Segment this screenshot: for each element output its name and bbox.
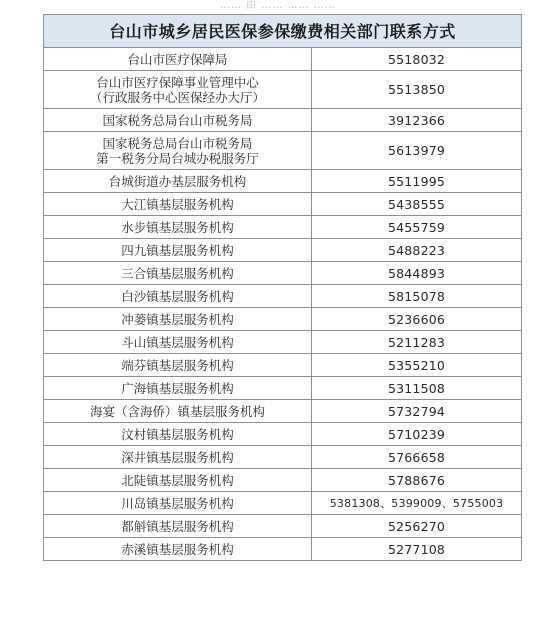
phone-number-cell: 5710239 — [312, 423, 522, 446]
phone-number-cell: 5455759 — [312, 216, 522, 239]
table-body — [44, 48, 522, 561]
cropped-header-strip — [0, 0, 554, 14]
phone-number-cell: 5488223 — [312, 239, 522, 262]
department-name-cell — [44, 285, 312, 308]
table-row — [44, 446, 522, 469]
department-name-line: 汶村镇基层服务机构 — [121, 426, 234, 442]
table-row — [44, 377, 522, 400]
department-name-line: 四九镇基层服务机构 — [121, 242, 234, 258]
department-name-cell — [44, 48, 312, 71]
department-name-cell — [44, 469, 312, 492]
department-name-cell — [44, 109, 312, 132]
department-name-cell — [44, 132, 312, 170]
phone-number-cell: 5277108 — [312, 538, 522, 561]
department-name-cell — [44, 492, 312, 515]
table-row — [44, 71, 522, 109]
phone-number-cell: 5236606 — [312, 308, 522, 331]
department-name-cell — [44, 538, 312, 561]
department-name-line: 川岛镇基层服务机构 — [121, 495, 234, 511]
department-name-cell — [44, 400, 312, 423]
table-row — [44, 538, 522, 561]
phone-number-cell: 5511995 — [312, 170, 522, 193]
phone-number-cell: 5513850 — [312, 71, 522, 109]
phone-number-cell: 5613979 — [312, 132, 522, 170]
table-row — [44, 469, 522, 492]
department-name-cell — [44, 239, 312, 262]
department-name-line: 冲蒌镇基层服务机构 — [121, 311, 234, 327]
table-title: 台山市城乡居民医保参保缴费相关部门联系方式 — [44, 15, 522, 48]
department-name-line: 第一税务分局台城办税服务厅 — [96, 150, 259, 166]
department-name-cell — [44, 446, 312, 469]
table-row — [44, 48, 522, 71]
table-row — [44, 216, 522, 239]
department-name-line: 赤溪镇基层服务机构 — [121, 541, 234, 557]
department-name-line: 国家税务总局台山市税务局 — [102, 135, 253, 151]
table-row — [44, 262, 522, 285]
department-name-line: 白沙镇基层服务机构 — [121, 288, 234, 304]
department-name-line: 台城街道办基层服务机构 — [108, 173, 247, 189]
phone-number-cell: 5788676 — [312, 469, 522, 492]
table-row — [44, 515, 522, 538]
department-name-cell — [44, 216, 312, 239]
department-name-line: （行政服务中心医保经办大厅） — [89, 89, 265, 105]
phone-number-cell: 5355210 — [312, 354, 522, 377]
table-row — [44, 354, 522, 377]
phone-number-cell: 5766658 — [312, 446, 522, 469]
table-row — [44, 170, 522, 193]
phone-number-cell: 5311508 — [312, 377, 522, 400]
department-name-line: 三合镇基层服务机构 — [121, 265, 234, 281]
table-row — [44, 308, 522, 331]
department-name-cell — [44, 193, 312, 216]
department-name-cell — [44, 308, 312, 331]
department-name-line: 斗山镇基层服务机构 — [121, 334, 234, 350]
department-name-line: 台山市医疗保障事业管理中心 — [96, 74, 259, 90]
department-name-cell — [44, 262, 312, 285]
table-row — [44, 132, 522, 170]
table-row — [44, 492, 522, 515]
department-name-line: 水步镇基层服务机构 — [121, 219, 234, 235]
phone-number-cell: 5732794 — [312, 400, 522, 423]
department-name-line: 广海镇基层服务机构 — [121, 380, 234, 396]
department-name-cell — [44, 331, 312, 354]
department-name-line: 深井镇基层服务机构 — [121, 449, 234, 465]
department-name-cell — [44, 354, 312, 377]
department-name-line: 海宴（含海侨）镇基层服务机构 — [89, 403, 265, 419]
phone-number-cell: 5256270 — [312, 515, 522, 538]
phone-number-cell: 5844893 — [312, 262, 522, 285]
table-row — [44, 423, 522, 446]
cropped-header-text: …… 由 …… …… …… — [220, 0, 336, 11]
table-row — [44, 285, 522, 308]
department-name-cell — [44, 170, 312, 193]
phone-number-cell: 3912366 — [312, 109, 522, 132]
department-name-line: 国家税务总局台山市税务局 — [102, 112, 253, 128]
department-name-line: 大江镇基层服务机构 — [121, 196, 234, 212]
table-row — [44, 109, 522, 132]
table-row — [44, 193, 522, 216]
department-name-line: 北陡镇基层服务机构 — [121, 472, 234, 488]
table-row — [44, 400, 522, 423]
table-row — [44, 331, 522, 354]
department-name-line: 端芬镇基层服务机构 — [121, 357, 234, 373]
phone-number-cell: 5815078 — [312, 285, 522, 308]
phone-number-cell: 5211283 — [312, 331, 522, 354]
phone-number-cell: 5381308、5399009、5755003 — [312, 492, 522, 515]
department-name-cell — [44, 515, 312, 538]
table-row — [44, 239, 522, 262]
department-name-line: 台山市医疗保障局 — [127, 51, 228, 67]
phone-number-cell: 5518032 — [312, 48, 522, 71]
department-name-cell — [44, 377, 312, 400]
department-name-cell — [44, 71, 312, 109]
department-name-line: 都斛镇基层服务机构 — [121, 518, 234, 534]
phone-number-cell: 5438555 — [312, 193, 522, 216]
department-name-cell — [44, 423, 312, 446]
contact-table — [43, 14, 522, 561]
